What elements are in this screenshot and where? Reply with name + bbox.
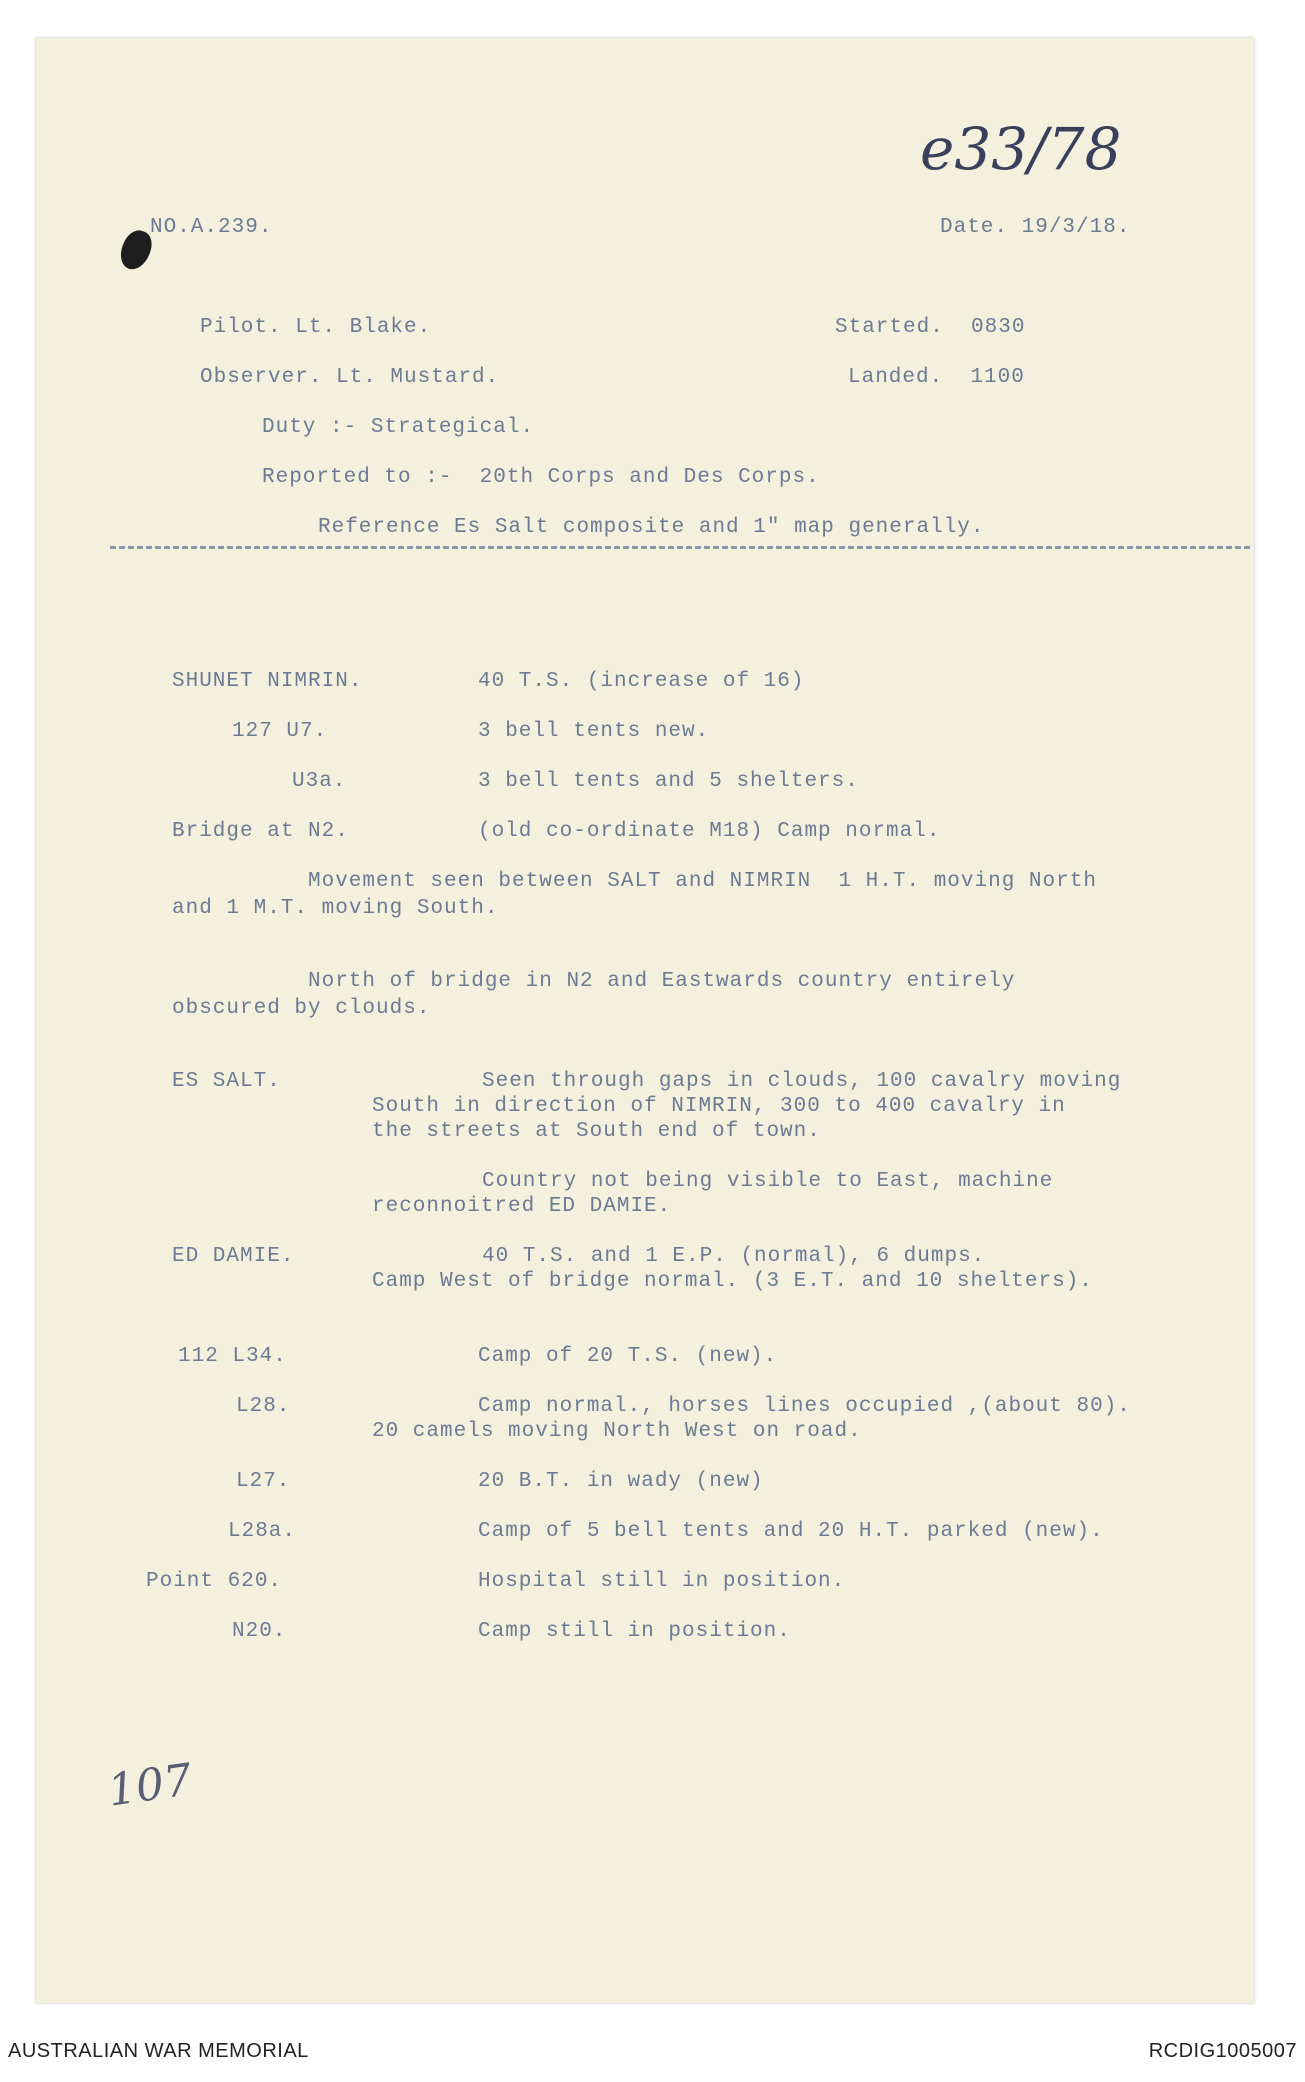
es-salt-line: South in direction of NIMRIN, 300 to 400 cavalry in bbox=[372, 1095, 1066, 1118]
margin-handwritten-number: 107 bbox=[104, 1754, 196, 1817]
footer-record-id: RCDIG1005007 bbox=[1148, 2040, 1297, 2062]
paragraph-line: obscured by clouds. bbox=[172, 997, 431, 1020]
entry-place: Bridge at N2. bbox=[172, 820, 349, 843]
entry-place: SHUNET NIMRIN. bbox=[172, 670, 363, 693]
es-salt-line: the streets at South end of town. bbox=[372, 1120, 821, 1143]
entry-text: 3 bell tents and 5 shelters. bbox=[478, 770, 859, 793]
entry-place: L27. bbox=[236, 1470, 291, 1493]
es-salt-line: Country not being visible to East, machine bbox=[482, 1170, 1054, 1193]
ed-damie-line: Camp West of bridge normal. (3 E.T. and 10 shelters). bbox=[372, 1270, 1093, 1293]
ed-damie-place: ED DAMIE. bbox=[172, 1245, 295, 1268]
es-salt-line: Seen through gaps in clouds, 100 cavalry moving bbox=[482, 1070, 1122, 1093]
paragraph-line: and 1 M.T. moving South. bbox=[172, 897, 499, 920]
observer-line: Observer. Lt. Mustard. bbox=[200, 366, 500, 389]
footer-institution: AUSTRALIAN WAR MEMORIAL bbox=[8, 2040, 309, 2062]
report-number: NO.A.239. bbox=[150, 216, 273, 239]
started-line: Started. 0830 bbox=[835, 316, 1026, 339]
entry-place: Point 620. bbox=[146, 1570, 283, 1593]
entry-text: 20 camels moving North West on road. bbox=[372, 1420, 862, 1443]
paragraph-line: Movement seen between SALT and NIMRIN 1 H.T. moving North bbox=[308, 870, 1097, 893]
dashed-divider bbox=[110, 546, 1250, 549]
landed-line: Landed. 1100 bbox=[848, 366, 1025, 389]
entry-place: 127 U7. bbox=[232, 720, 328, 743]
entry-text: Hospital still in position. bbox=[478, 1570, 846, 1593]
entry-place: U3a. bbox=[292, 770, 347, 793]
entry-text: (old co-ordinate M18) Camp normal. bbox=[478, 820, 941, 843]
entry-text: 3 bell tents new. bbox=[478, 720, 710, 743]
es-salt-line: reconnoitred ED DAMIE. bbox=[372, 1195, 672, 1218]
entry-place: L28. bbox=[236, 1395, 291, 1418]
entry-place: L28a. bbox=[228, 1520, 297, 1543]
ed-damie-line: 40 T.S. and 1 E.P. (normal), 6 dumps. bbox=[482, 1245, 986, 1268]
archive-reference-handwritten: e33/78 bbox=[920, 115, 1122, 183]
entry-place: 112 L34. bbox=[178, 1345, 287, 1368]
entry-text: Camp normal., horses lines occupied ,(about 80). bbox=[478, 1395, 1131, 1418]
report-date: Date. 19/3/18. bbox=[940, 216, 1131, 239]
entry-text: Camp of 5 bell tents and 20 H.T. parked (new). bbox=[478, 1520, 1104, 1543]
es-salt-place: ES SALT. bbox=[172, 1070, 281, 1093]
reference-line: Reference Es Salt composite and 1" map generally. bbox=[318, 516, 985, 539]
paragraph-line: North of bridge in N2 and Eastwards country entirely bbox=[308, 970, 1016, 993]
entry-text: Camp still in position. bbox=[478, 1620, 791, 1643]
pilot-line: Pilot. Lt. Blake. bbox=[200, 316, 432, 339]
entry-text: Camp of 20 T.S. (new). bbox=[478, 1345, 778, 1368]
duty-line: Duty :- Strategical. bbox=[262, 416, 535, 439]
entry-text: 40 T.S. (increase of 16) bbox=[478, 670, 805, 693]
entry-text: 20 B.T. in wady (new) bbox=[478, 1470, 764, 1493]
entry-place: N20. bbox=[232, 1620, 287, 1643]
reported-to-line: Reported to :- 20th Corps and Des Corps. bbox=[262, 466, 820, 489]
